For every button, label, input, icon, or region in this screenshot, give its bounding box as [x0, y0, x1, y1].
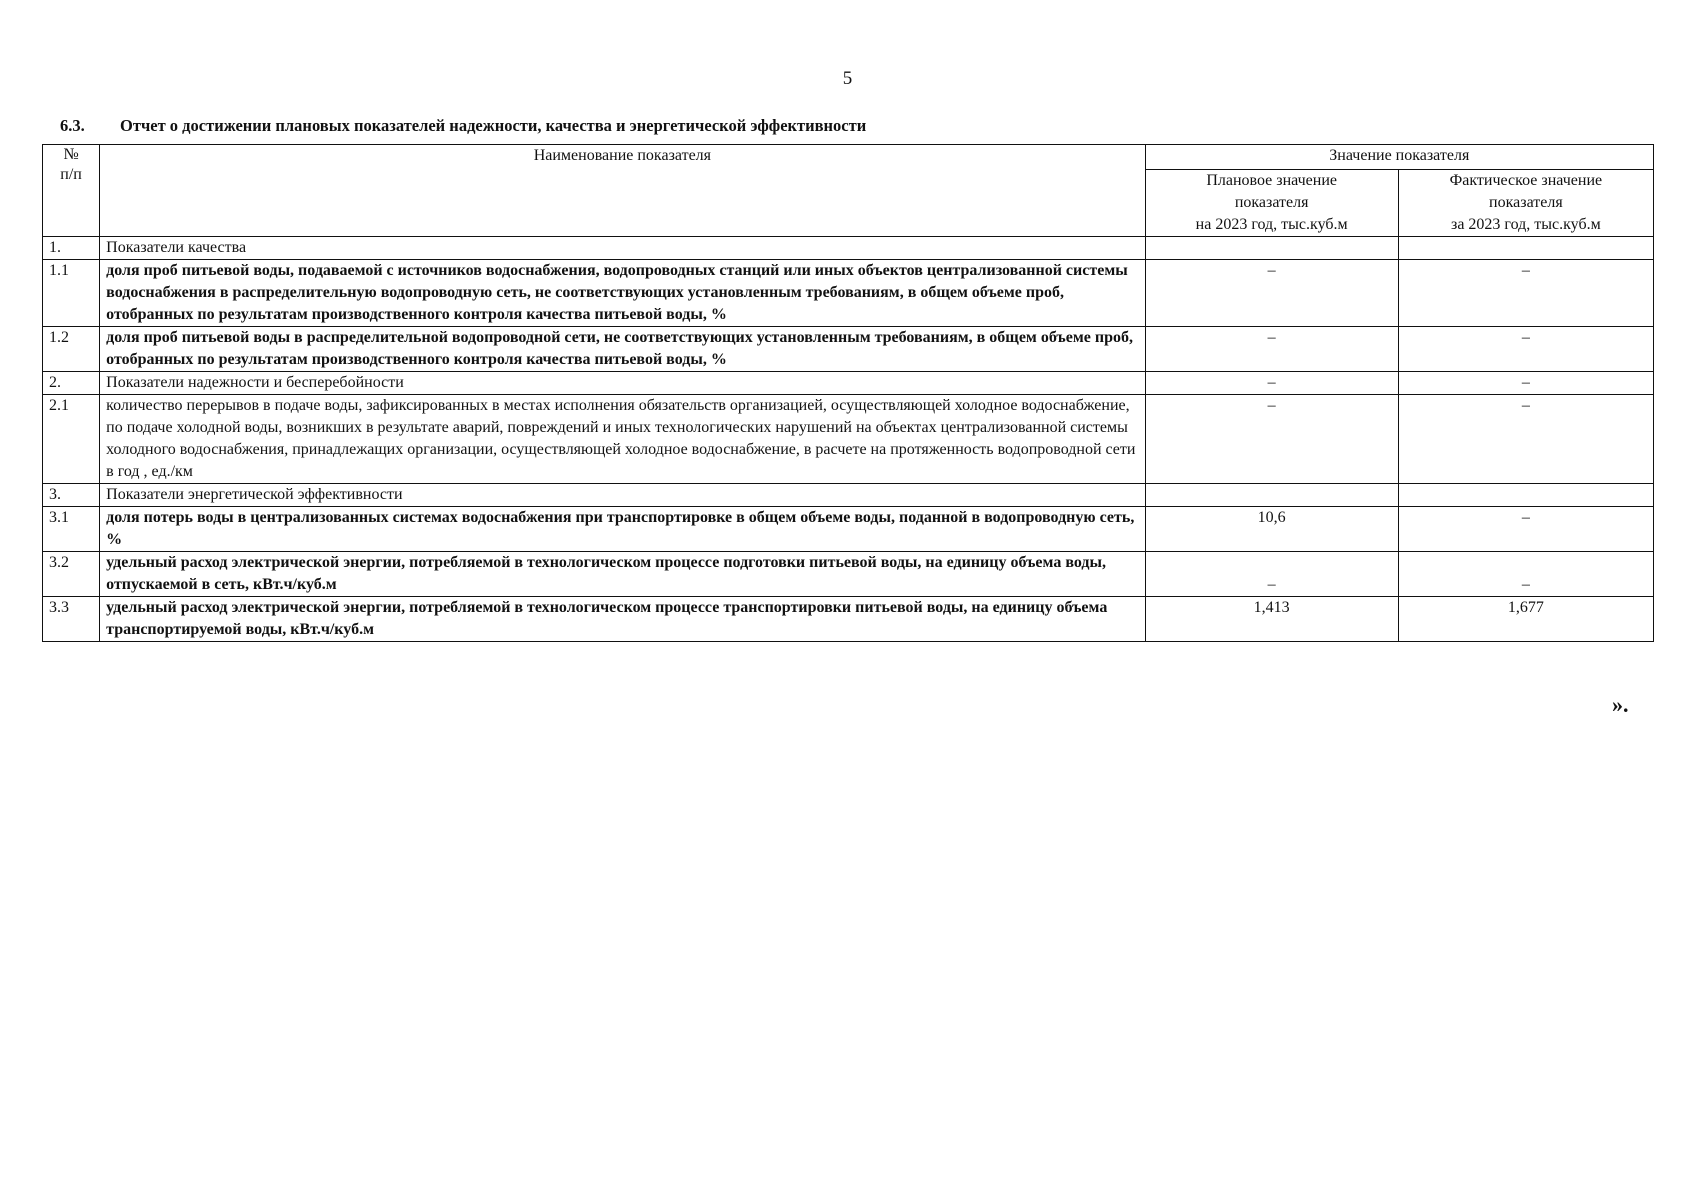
row-plan-value: – — [1145, 260, 1398, 327]
header-indicator-name: Наименование показателя — [100, 145, 1145, 237]
header-fact-line: показателя — [1489, 194, 1563, 211]
indicators-table — [42, 144, 1654, 642]
row-plan-value: – — [1145, 552, 1398, 597]
header-fact-line: Фактическое значение — [1449, 172, 1603, 189]
row-plan-value — [1145, 237, 1398, 260]
table-row — [43, 327, 1654, 372]
table-row — [43, 237, 1654, 260]
row-plan-value: – — [1145, 395, 1398, 484]
row-fact-value: – — [1398, 395, 1653, 484]
row-fact-value: – — [1398, 507, 1653, 552]
row-number: 2.1 — [43, 395, 100, 484]
row-fact-value: – — [1398, 552, 1653, 597]
row-indicator-name: доля проб питьевой воды в распределительной водопроводной сети, не соответствующих установленным требованиям, в общем объеме проб, отобранных по результатам производственного контроля качества питьевой воды, % — [100, 327, 1145, 372]
row-indicator-name: удельный расход электрической энергии, потребляемой в технологическом процессе подготовки питьевой воды, на единицу объема воды, отпускаемой в сеть, кВт.ч/куб.м — [100, 552, 1145, 597]
table-row — [43, 372, 1654, 395]
table-row — [43, 484, 1654, 507]
header-plan-line: на 2023 год, тыс.куб.м — [1195, 216, 1348, 233]
section-title: Отчет о достижении плановых показателей надежности, качества и энергетической эффективности — [120, 116, 867, 135]
table-row — [43, 395, 1654, 484]
row-indicator-name: Показатели энергетической эффективности — [100, 484, 1145, 507]
header-plan-line: Плановое значение — [1206, 172, 1337, 189]
row-fact-value: 1,677 — [1398, 597, 1653, 642]
row-number: 3.3 — [43, 597, 100, 642]
header-number-pp: п/п — [60, 166, 82, 183]
row-fact-value: – — [1398, 260, 1653, 327]
row-number: 1.2 — [43, 327, 100, 372]
row-plan-value — [1145, 484, 1398, 507]
row-plan-value: 1,413 — [1145, 597, 1398, 642]
row-number: 1.1 — [43, 260, 100, 327]
row-number: 3.1 — [43, 507, 100, 552]
header-fact-value — [1398, 170, 1653, 237]
row-fact-value — [1398, 237, 1653, 260]
table-row — [43, 552, 1654, 597]
closing-quote: ». — [1612, 692, 1629, 717]
row-indicator-name: Показатели качества — [100, 237, 1145, 260]
row-fact-value: – — [1398, 372, 1653, 395]
section-number: 6.3. — [60, 116, 85, 135]
header-number — [43, 145, 100, 237]
header-indicator-value: Значение показателя — [1145, 145, 1653, 170]
table-row — [43, 507, 1654, 552]
row-plan-value: – — [1145, 372, 1398, 395]
row-number: 1. — [43, 237, 100, 260]
row-indicator-name: Показатели надежности и бесперебойности — [100, 372, 1145, 395]
row-number: 3. — [43, 484, 100, 507]
row-plan-value: – — [1145, 327, 1398, 372]
row-indicator-name: доля проб питьевой воды, подаваемой с источников водоснабжения, водопроводных станций или иных объектов централизованной системы водоснабжения в распределительную водопроводную сеть, не соответствующих установленным требованиям, в общем объеме проб, отобранных по результатам производственного контроля качества питьевой воды, % — [100, 260, 1145, 327]
row-fact-value — [1398, 484, 1653, 507]
header-fact-line: за 2023 год, тыс.куб.м — [1451, 216, 1601, 233]
section-heading — [60, 116, 866, 136]
header-plan-line: показателя — [1234, 194, 1309, 211]
table-row — [43, 597, 1654, 642]
row-fact-value: – — [1398, 327, 1653, 372]
header-row — [43, 145, 1654, 170]
row-indicator-name: удельный расход электрической энергии, потребляемой в технологическом процессе транспортировки питьевой воды, на единицу объема транспортируемой воды, кВт.ч/куб.м — [100, 597, 1145, 642]
row-indicator-name: количество перерывов в подаче воды, зафиксированных в местах исполнения обязательств организацией, осуществляющей холодное водоснабжение, по подаче холодной воды, возникших в результате аварий, повреждений и иных технологических нарушений на объектах централизованной системы холодного водоснабжения, принадлежащих организации, осуществляющей холодное водоснабжение, в расчете на протяженность водопроводной сети в год , ед./км — [100, 395, 1145, 484]
header-plan-value — [1145, 170, 1398, 237]
row-plan-value: 10,6 — [1145, 507, 1398, 552]
page-number: 5 — [842, 68, 853, 89]
row-number: 3.2 — [43, 552, 100, 597]
header-number-sign: № — [63, 146, 79, 163]
table-row — [43, 260, 1654, 327]
row-indicator-name: доля потерь воды в централизованных системах водоснабжения при транспортировке в общем объеме воды, поданной в водопроводную сеть, % — [100, 507, 1145, 552]
row-number: 2. — [43, 372, 100, 395]
